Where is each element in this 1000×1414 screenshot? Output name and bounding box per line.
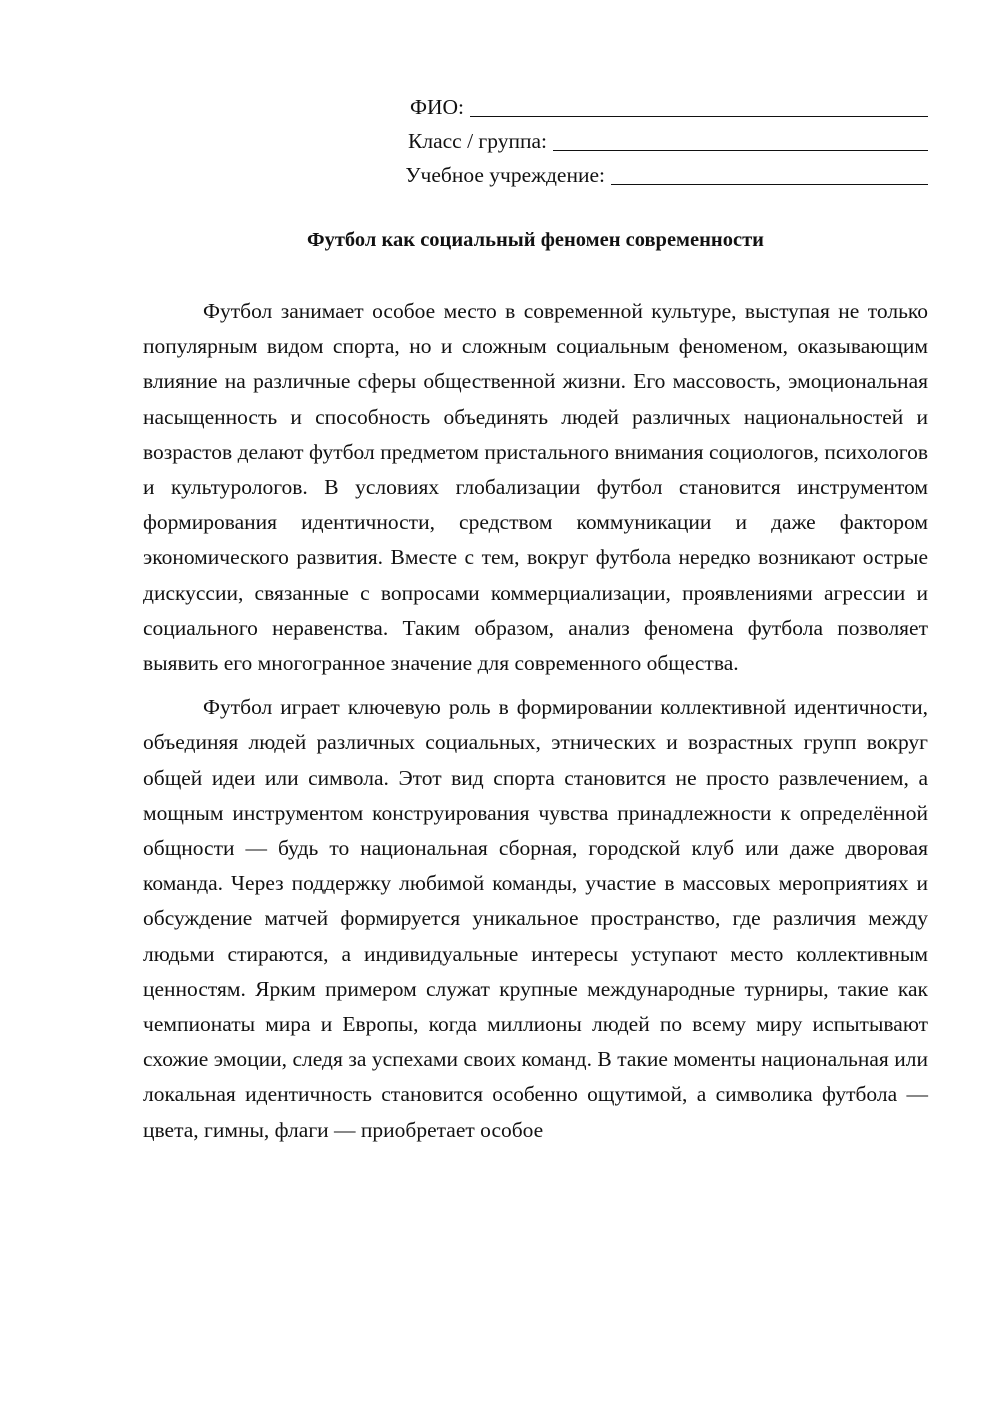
body-paragraph: Футбол занимает особое место в современной культуре, выступая не только популярным видом спорта, но и сложным социальным феноменом, оказывающим влияние на различные сферы общественной жизни. Его массовость, эмоциональная насыщенность и способность объединять людей различных национальностей и возрастов делают футбол предметом пристального внимания социологов, психологов и культурологов. В условиях глобализации футбол становится инструментом формирования идентичности, средством коммуникации и даже фактором экономического развития. Вместе с тем, вокруг футбола нередко возникают острые дискуссии, связанные с вопросами коммерциализации, проявлениями агрессии и социального неравенства. Таким образом, анализ феномена футбола позволяет выявить его многогранное значение для современного общества.	[143, 299, 928, 676]
school-blank-line	[611, 158, 928, 185]
name-label: ФИО:	[409, 95, 464, 119]
document-title: Футбол как социальный феномен современности	[307, 229, 764, 251]
document-page	[143, 90, 928, 1148]
school-label: Учебное учреждение:	[405, 163, 605, 187]
name-blank-line	[470, 90, 928, 117]
body-paragraph: Футбол играет ключевую роль в формировании коллективной идентичности, объединяя людей различных социальных, этнических и возрастных групп вокруг общей идеи или символа. Этот вид спорта становится не просто развлечением, а мощным инструментом конструирования чувства принадлежности к определённой общности — будь то национальная сборная, городской клуб или даже дворовая команда. Через поддержку любимой команды, участие в массовых мероприятиях и обсуждение матчей формируется уникальное пространство, где различия между людьми стираются, а индивидуальные интересы уступают место коллективным ценностям. Ярким примером служат крупные международные турниры, такие как чемпионаты мира и Европы, когда миллионы людей по всему миру испытывают схожие эмоции, следя за успехами своих команд. В такие моменты национальная или локальная идентичность становится особенно ощутимой, а символика футбола — цвета, гимны, флаги — приобретает особое	[143, 695, 928, 1142]
class-label: Класс / группа:	[408, 129, 547, 153]
school-field-row	[405, 158, 928, 192]
class-field-row	[408, 124, 928, 158]
class-blank-line	[553, 124, 928, 151]
name-field-row	[410, 90, 928, 124]
student-info-block	[143, 90, 928, 192]
